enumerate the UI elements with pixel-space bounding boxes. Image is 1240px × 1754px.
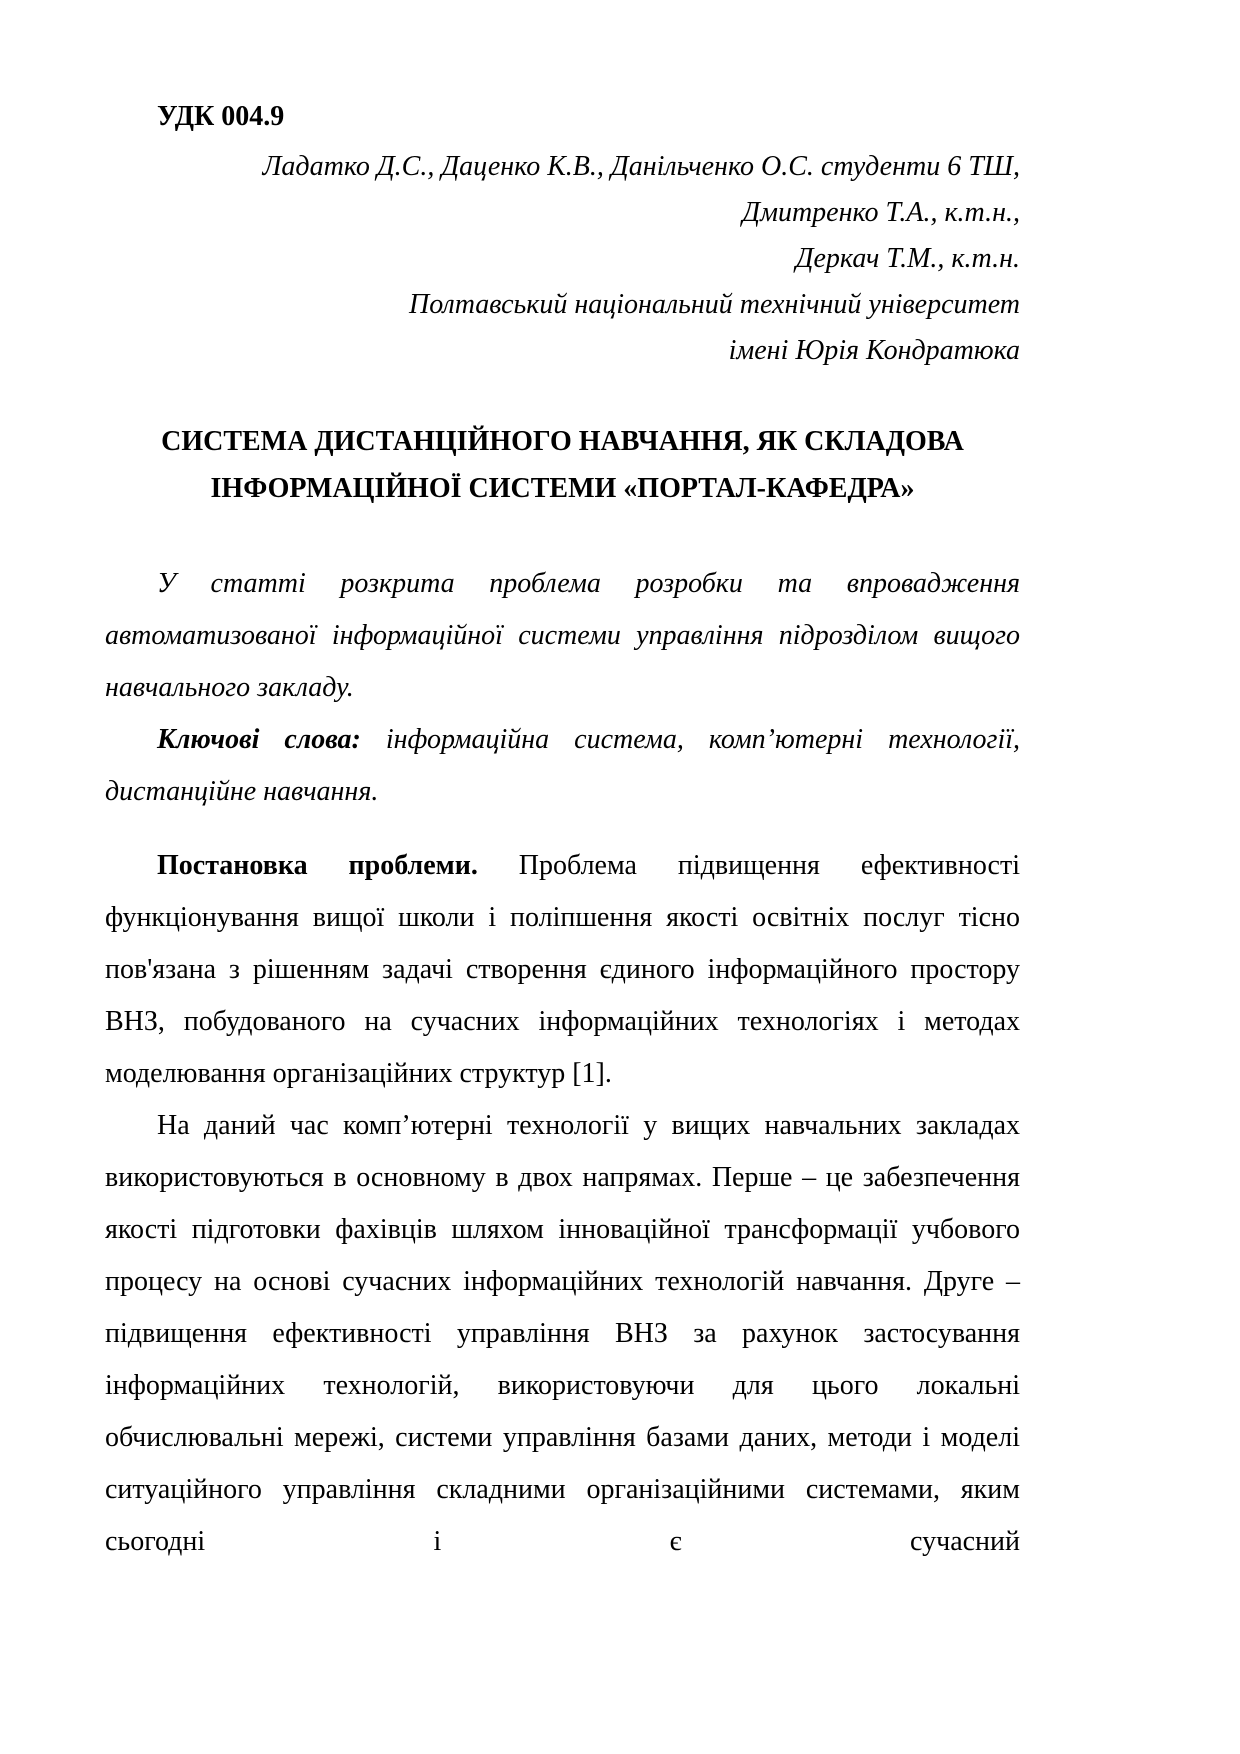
author-line-3: Деркач Т.М., к.т.н. xyxy=(795,243,1020,274)
keywords-text: інформаційна система, комп’ютерні технології, дистанційне навчання. xyxy=(105,724,1021,807)
authors-block xyxy=(105,144,1020,374)
keywords-paragraph xyxy=(105,714,1020,818)
author-line-2: Дмитренко Т.А., к.т.н., xyxy=(742,197,1020,228)
abstract-paragraph: У статті розкрита проблема розробки та впровадження автоматизованої інформаційної системи управління підрозділом вищого навчального закладу. xyxy=(105,568,1020,703)
paper-title-line-1: СИСТЕМА ДИСТАНЦІЙНОГО НАВЧАННЯ, ЯК СКЛАДОВА xyxy=(161,426,964,457)
document-page xyxy=(105,100,1020,1568)
udc-code: УДК 004.9 xyxy=(157,101,285,132)
body-paragraph-2: На даний час комп’ютерні технології у вищих навчальних закладах використовуються в основному в двох напрямах. Перше – це забезпечення якості підготовки фахівців шляхом інноваційної трансформації учбового процесу на основі сучасних інформаційних технологій навчання. Друге – підвищення ефективності управління ВНЗ за рахунок застосування інформаційних технологій, використовуючи для цього локальні обчислювальні мережі, системи управління базами даних, методи і моделі ситуаційного управління складними організаційними системами, яким сьогодні і є сучасний xyxy=(105,1110,1020,1557)
body-paragraph-1 xyxy=(105,840,1020,1100)
university-line-1: Полтавський національний технічний університет xyxy=(409,289,1020,320)
paper-title xyxy=(105,418,1020,512)
paragraph-1-lead: Постановка проблеми. xyxy=(157,850,478,881)
keywords-label: Ключові слова: xyxy=(157,724,361,755)
university-line-2: імені Юрія Кондратюка xyxy=(728,335,1020,366)
paragraph-1-text: Проблема підвищення ефективності функціонування вищої школи і поліпшення якості освітніх послуг тісно пов'язана з рішенням задачі створення єдиного інформаційного простору ВНЗ, побудованого на сучасних інформаційних технологіях і методах моделювання організаційних структур [1]. xyxy=(105,850,1020,1089)
author-line-1: Ладатко Д.С., Даценко К.В., Данільченко О.С. студенти 6 ТШ, xyxy=(262,151,1020,182)
paper-title-line-2: ІНФОРМАЦІЙНОЇ СИСТЕМИ «ПОРТАЛ-КАФЕДРА» xyxy=(210,473,915,504)
